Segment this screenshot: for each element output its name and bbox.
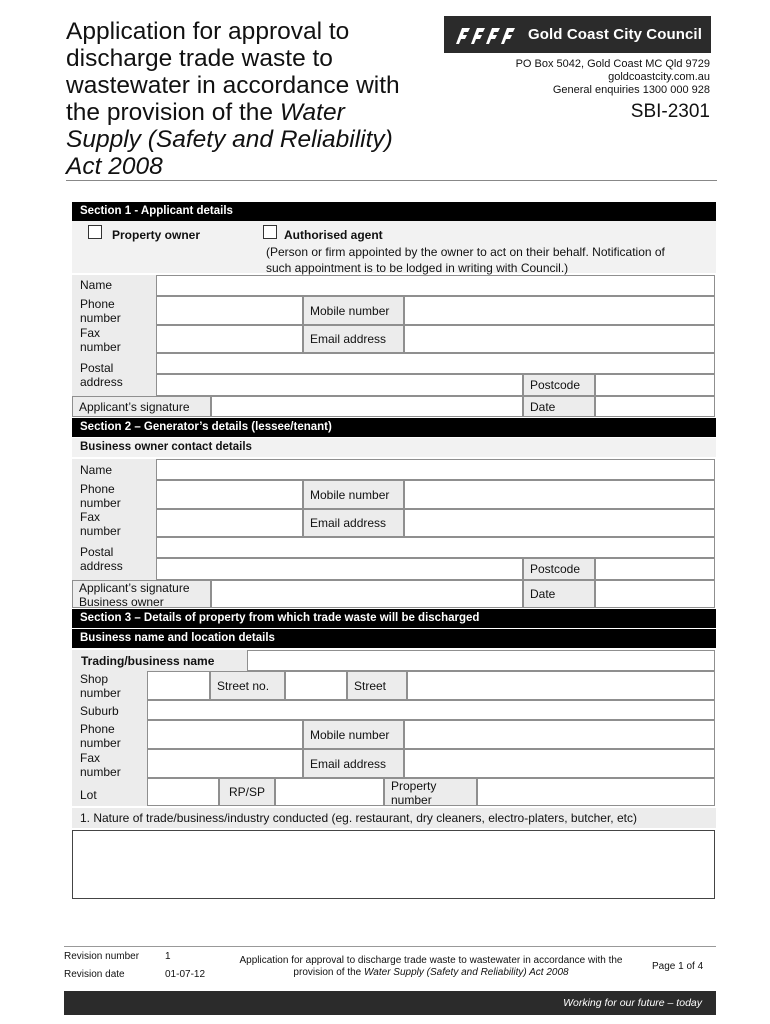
phone-label: Phone number <box>80 482 121 510</box>
street-label: Street <box>347 671 407 700</box>
postal-address: PO Box 5042, Gold Coast MC Qld 9729 <box>515 58 710 70</box>
suburb-field[interactable] <box>147 700 715 720</box>
property-email-field[interactable] <box>404 749 715 778</box>
suburb-label: Suburb <box>80 704 119 718</box>
question-1-label: 1. Nature of trade/business/industry conducted (eg. restaurant, dry cleaners, electro-platers, butcher, etc) <box>72 808 716 828</box>
enquiries: General enquiries 1300 000 928 <box>552 84 710 96</box>
owner-fax-field[interactable] <box>156 509 303 537</box>
footer-caption: Application for approval to discharge trade waste to wastewater in accordance with the provision of the Water Supply (Safety and Reliability) Act 2008 <box>239 955 623 978</box>
property-mobile-field[interactable] <box>404 720 715 749</box>
owner-postal-line2[interactable] <box>156 558 523 580</box>
owner-phone-field[interactable] <box>156 480 303 509</box>
property-number-field[interactable] <box>477 778 715 806</box>
rpsp-field[interactable] <box>275 778 384 806</box>
postal-address-label: Postal address <box>80 545 123 573</box>
tagline-bar: Working for our future – today <box>64 991 716 1015</box>
revision-number-label: Revision number <box>64 951 140 962</box>
owner-email-field[interactable] <box>404 509 715 537</box>
agent-note: (Person or firm appointed by the owner to act on their behalf. Notification of such appointment is to be lodged in writing with Council.) <box>266 245 665 275</box>
applicant-phone-field[interactable] <box>156 296 303 325</box>
authorised-agent-checkbox[interactable] <box>263 225 277 239</box>
revision-date: 01-07-12 <box>165 969 206 980</box>
signature-label: Applicant’s signature <box>72 396 211 417</box>
divider <box>66 180 717 181</box>
mobile-label: Mobile number <box>303 480 404 509</box>
applicant-date-field[interactable] <box>595 396 715 417</box>
applicant-fax-field[interactable] <box>156 325 303 353</box>
street-no-field[interactable] <box>285 671 347 700</box>
applicant-postal-line1[interactable] <box>156 353 715 374</box>
property-owner-checkbox[interactable] <box>88 225 102 239</box>
postcode-label: Postcode <box>523 374 595 396</box>
email-label: Email address <box>303 325 404 353</box>
postcode-label: Postcode <box>523 558 595 580</box>
shop-number-field[interactable] <box>147 671 210 700</box>
owner-date-field[interactable] <box>595 580 715 608</box>
fax-label: Fax number <box>80 326 121 354</box>
owner-name-field[interactable] <box>156 459 715 480</box>
applicant-email-field[interactable] <box>404 325 715 353</box>
form-number: SBI-2301 <box>630 101 710 122</box>
section2-header: Section 2 – Generator’s details (lessee/tenant) <box>72 418 716 437</box>
email-label: Email address <box>303 509 404 537</box>
lot-label: Lot <box>80 788 97 802</box>
logo-text: Gold Coast City Council <box>528 26 702 43</box>
applicant-mobile-field[interactable] <box>404 296 715 325</box>
council-contact <box>516 58 710 97</box>
section1-header: Section 1 - Applicant details <box>72 202 716 221</box>
owner-mobile-field[interactable] <box>404 480 715 509</box>
revision-number: 1 <box>165 951 171 962</box>
applicant-signature-field[interactable] <box>211 396 523 417</box>
owner-signature-field[interactable] <box>211 580 523 608</box>
name-label: Name <box>80 278 113 292</box>
footer-divider <box>64 946 716 947</box>
owner-postcode-field[interactable] <box>595 558 715 580</box>
revision-date-label: Revision date <box>64 969 125 980</box>
mobile-label: Mobile number <box>303 720 404 749</box>
form-title: Application for approval to discharge trade waste to wastewater in accordance with the provision of the Water Supply (Safety and Reliability) Act 2008 <box>66 18 400 180</box>
page-number: Page 1 of 4 <box>652 961 704 972</box>
date-label: Date <box>523 580 595 608</box>
council-logo-icon <box>454 24 518 46</box>
street-field[interactable] <box>407 671 715 700</box>
authorised-agent-label: Authorised agent <box>284 228 383 242</box>
owner-signature-label: Applicant’s signature Business owner <box>72 580 211 608</box>
lot-field[interactable] <box>147 778 219 806</box>
nature-of-trade-field[interactable] <box>72 830 715 899</box>
applicant-postal-line2[interactable] <box>156 374 523 396</box>
property-fax-field[interactable] <box>147 749 303 778</box>
phone-label: Phone number <box>80 297 121 325</box>
rpsp-label: RP/SP <box>219 778 275 806</box>
property-number-label: Property number <box>384 778 477 806</box>
fax-label: Fax number <box>80 510 121 538</box>
property-phone-field[interactable] <box>147 720 303 749</box>
business-owner-subheader: Business owner contact details <box>72 438 716 457</box>
council-logo <box>444 16 711 53</box>
phone-label: Phone number <box>80 722 121 750</box>
email-label: Email address <box>303 749 404 778</box>
section3-header: Section 3 – Details of property from which trade waste will be discharged <box>72 609 716 628</box>
fax-label: Fax number <box>80 751 121 779</box>
postal-address-label: Postal address <box>80 361 123 389</box>
property-owner-label: Property owner <box>112 228 201 242</box>
trading-name-field[interactable] <box>247 650 715 671</box>
street-no-label: Street no. <box>210 671 285 700</box>
business-location-subheader: Business name and location details <box>72 629 716 648</box>
applicant-name-field[interactable] <box>156 275 715 296</box>
owner-postal-line1[interactable] <box>156 537 715 558</box>
trading-name-label: Trading/business name <box>72 650 247 671</box>
website: goldcoastcity.com.au <box>608 71 710 83</box>
name-label: Name <box>80 463 113 477</box>
shop-number-label: Shop number <box>80 672 121 700</box>
applicant-postcode-field[interactable] <box>595 374 715 396</box>
mobile-label: Mobile number <box>303 296 404 325</box>
date-label: Date <box>523 396 595 417</box>
